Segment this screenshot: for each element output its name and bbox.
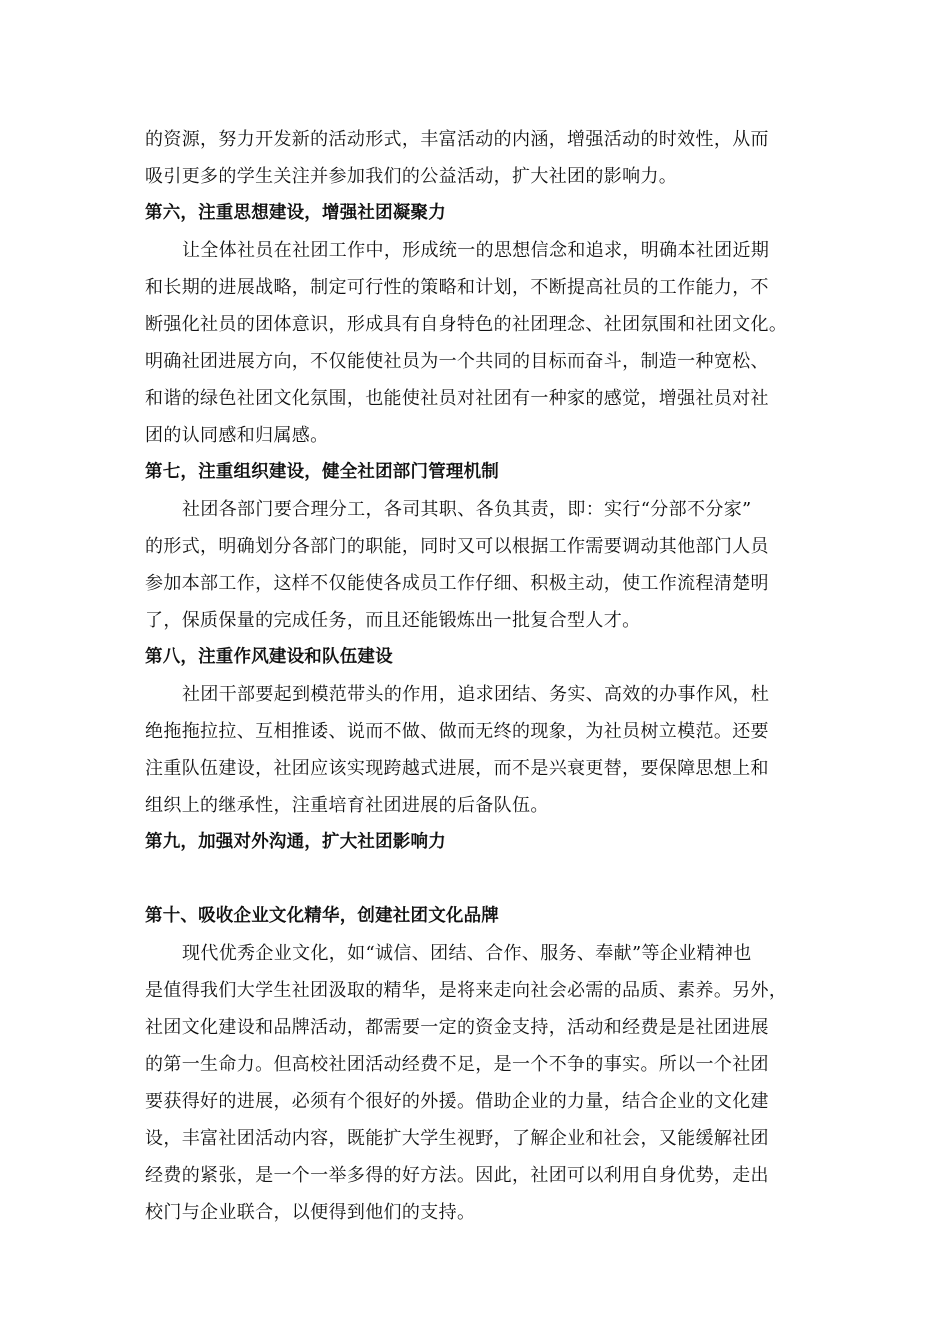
- body-line: 要获得好的进展，必须有个很好的外援。借助企业的力量，结合企业的文化建: [145, 1091, 769, 1112]
- body-line: 的第一生命力。但高校社团活动经费不足，是一个不争的事实。所以一个社团: [145, 1054, 769, 1075]
- body-line: 组织上的继承性，注重培育社团进展的后备队伍。: [145, 795, 549, 816]
- document-body: [145, 121, 815, 1231]
- body-line: 吸引更多的学生关注并参加我们的公益活动，扩大社团的影响力。: [145, 166, 678, 187]
- body-line: 经费的紧张，是一个一举多得的好方法。因此，社团可以利用自身优势，走出: [145, 1165, 769, 1186]
- blank-line: [145, 861, 815, 898]
- body-line: 的形式，明确划分各部门的职能，同时又可以根据工作需要调动其他部门人员: [145, 536, 769, 557]
- body-line: 是值得我们大学生社团汲取的精华，是将来走向社会必需的品质、素养。另外，: [145, 980, 788, 1001]
- body-line: 了，保质保量的完成任务，而且还能锻炼出一批复合型人才。: [145, 610, 641, 631]
- section-heading-7: 第七，注重组织建设，健全社团部门管理机制: [145, 462, 499, 482]
- body-line: 社团干部要起到模范带头的作用，追求团结、务实、高效的办事作风，杜: [182, 684, 770, 705]
- body-line: 明确社团进展方向，不仅能使社员为一个共同的目标而奋斗，制造一种宽松、: [145, 351, 769, 372]
- body-line: 校门与企业联合，以便得到他们的支持。: [145, 1202, 476, 1223]
- section-heading-9: 第九，加强对外沟通，扩大社团影响力: [145, 832, 446, 852]
- body-line: 断强化社员的团体意识，形成具有自身特色的社团理念、社团氛围和社团文化。: [145, 314, 788, 335]
- body-line: 设，丰富社团活动内容，既能扩大学生视野，了解企业和社会，又能缓解社团: [145, 1128, 769, 1149]
- body-line: 团的认同感和归属感。: [145, 425, 329, 446]
- body-line: 和长期的进展战略，制定可行性的策略和计划，不断提高社员的工作能力，不: [145, 277, 769, 298]
- body-line: 的资源，努力开发新的活动形式，丰富活动的内涵，增强活动的时效性，从而: [145, 129, 769, 150]
- body-line: 让全体社员在社团工作中，形成统一的思想信念和追求，明确本社团近期: [182, 240, 770, 261]
- body-line: 社团文化建设和品牌活动，都需要一定的资金支持，活动和经费是是社团进展: [145, 1017, 769, 1038]
- body-line: 现代优秀企业文化，如“诚信、团结、合作、服务、奉献”等企业精神也: [182, 943, 752, 964]
- body-line: 绝拖拖拉拉、互相推诿、说而不做、做而无终的现象，为社员树立模范。还要: [145, 721, 769, 742]
- body-line: 参加本部工作，这样不仅能使各成员工作仔细、积极主动，使工作流程清楚明: [145, 573, 769, 594]
- body-line: 社团各部门要合理分工，各司其职、各负其责，即：实行“分部不分家”: [182, 499, 752, 520]
- body-line: 和谐的绿色社团文化氛围，也能使社员对社团有一种家的感觉，增强社员对社: [145, 388, 769, 409]
- section-heading-6: 第六，注重思想建设，增强社团凝聚力: [145, 203, 446, 223]
- section-heading-10: 第十、吸收企业文化精华，创建社团文化品牌: [145, 906, 499, 926]
- body-line: 注重队伍建设，社团应该实现跨越式进展，而不是兴衰更替，要保障思想上和: [145, 758, 769, 779]
- section-heading-8: 第八，注重作风建设和队伍建设: [145, 647, 393, 667]
